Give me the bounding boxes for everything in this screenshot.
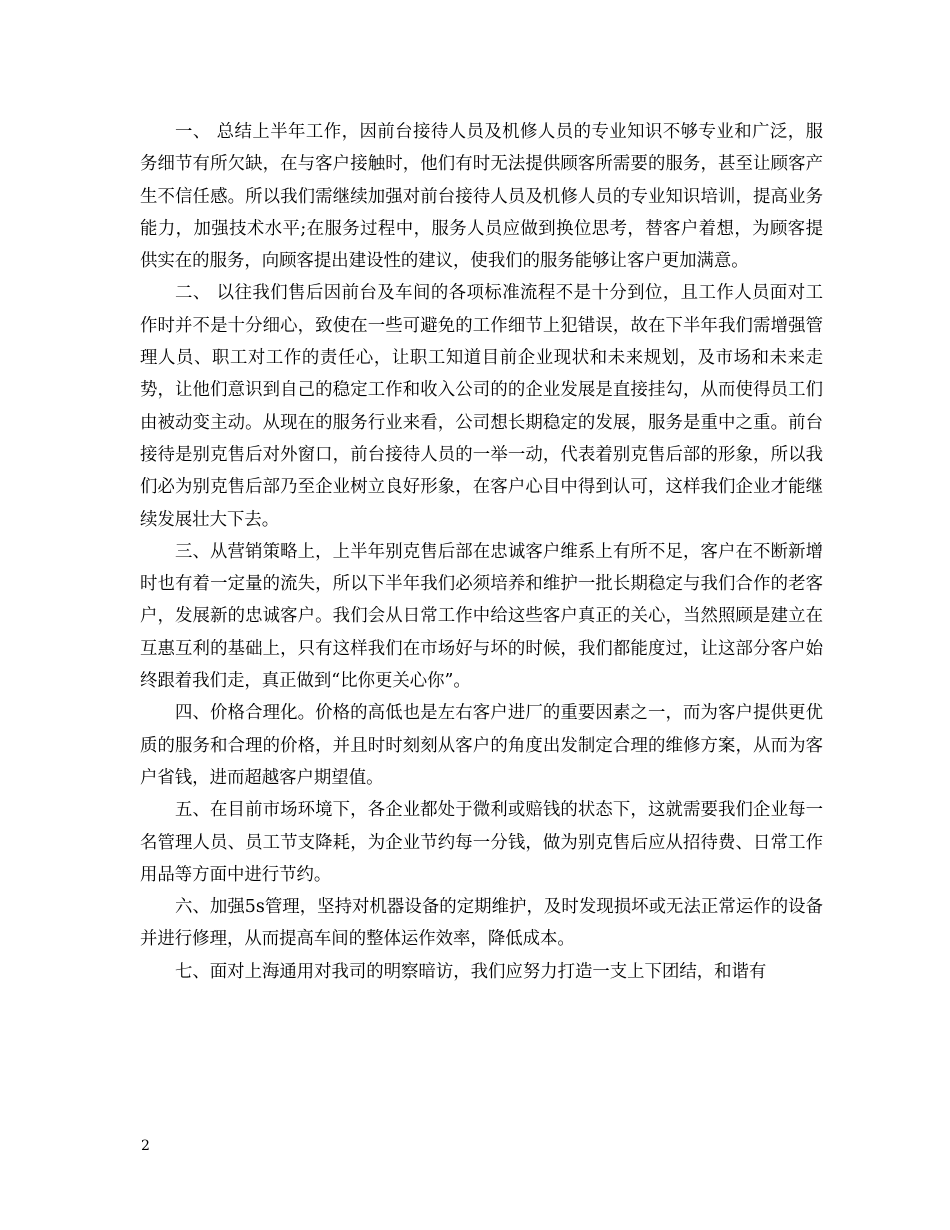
- page-number: 2: [141, 1138, 150, 1154]
- paragraph-6: 六、加强5s管理，坚持对机器设备的定期维护，及时发现损坏或无法正常运作的设备并进行修理，从而提高车间的整体运作效率，降低成本。: [140, 897, 823, 950]
- paragraph-4: 四、价格合理化。价格的高低也是左右客户进厂的重要因素之一，而为客户提供更优质的服务和合理的价格，并且时时刻刻从客户的角度出发制定合理的维修方案，从而为客户省钱，进而超越客户期望值。: [140, 703, 823, 788]
- document-body: [140, 116, 823, 988]
- paragraph-1: 一、 总结上半年工作，因前台接待人员及机修人员的专业知识不够专业和广泛，服务细节有所欠缺，在与客户接触时，他们有时无法提供顾客所需要的服务，甚至让顾客产生不信任感。所以我们需继续加强对前台接待人员及机修人员的专业知识培训，提高业务能力，加强技术水平;在服务过程中，服务人员应做到换位思考，替客户着想，为顾客提供实在的服务，向顾客提出建设性的建议，使我们的服务能够让客户更加满意。: [140, 122, 823, 272]
- paragraph-5: 五、在目前市场环境下，各企业都处于微利或赔钱的状态下，这就需要我们企业每一名管理人员、员工节支降耗，为企业节约每一分钱，做为别克售后应从招待费、日常工作用品等方面中进行节约。: [140, 800, 823, 885]
- paragraph-2: 二、 以往我们售后因前台及车间的各项标准流程不是十分到位，且工作人员面对工作时并不是十分细心，致使在一些可避免的工作细节上犯错误，故在下半年我们需增强管理人员、职工对工作的责任心，让职工知道目前企业现状和未来规划，及市场和未来走势，让他们意识到自己的稳定工作和收入公司的的企业发展是直接挂勾，从而使得员工们由被动变主动。从现在的服务行业来看，公司想长期稳定的发展，服务是重中之重。前台接待是别克售后对外窗口，前台接待人员的一举一动，代表着别克售后部的形象，所以我们必为别克售后部乃至企业树立良好形象，在客户心目中得到认可，这样我们企业才能继续发展壮大下去。: [140, 283, 823, 530]
- paragraph-7: 七、面对上海通用对我司的明察暗访，我们应努力打造一支上下团结，和谐有: [175, 961, 767, 982]
- paragraph-3: 三、从营销策略上，上半年别克售后部在忠诚客户维系上有所不足，客户在不断新增时也有着一定量的流失，所以下半年我们必须培养和维护一批长期稳定与我们合作的老客户，发展新的忠诚客户。我们会从日常工作中给这些客户真正的关心，当然照顾是建立在互惠互利的基础上，只有这样我们在市场好与坏的时候，我们都能度过，让这部分客户始终跟着我们走，真正做到“比你更关心你”。: [140, 541, 823, 692]
